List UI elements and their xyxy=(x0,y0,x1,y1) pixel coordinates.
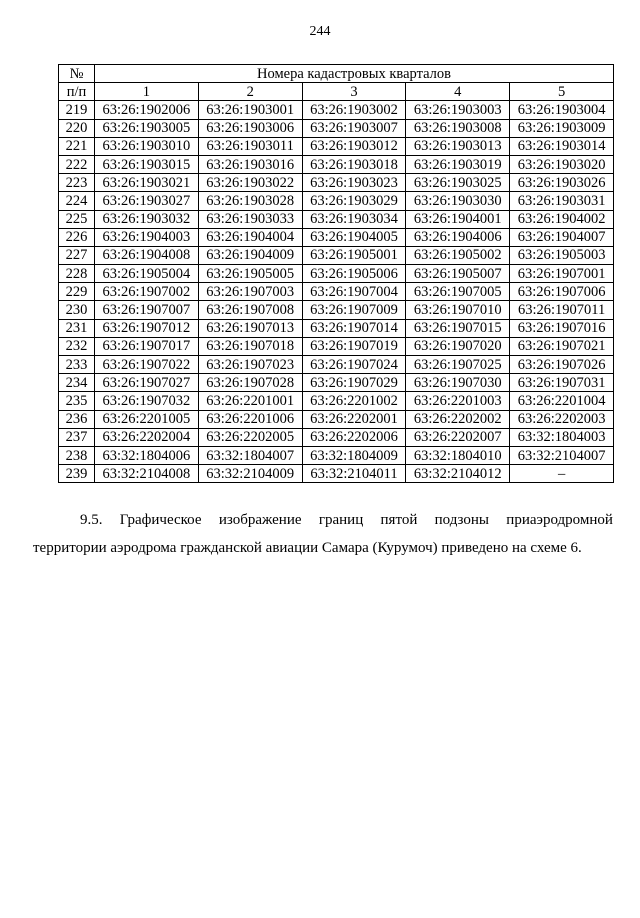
cadastral-number-cell: 63:26:1903011 xyxy=(198,137,302,155)
cadastral-number-cell: 63:26:1903005 xyxy=(95,119,199,137)
cadastral-number-cell: 63:26:1904002 xyxy=(510,210,614,228)
cadastral-number-cell: 63:32:2104012 xyxy=(406,465,510,483)
cadastral-number-cell: 63:26:1903007 xyxy=(302,119,406,137)
cadastral-number-cell: 63:26:1904006 xyxy=(406,228,510,246)
table-row xyxy=(59,319,614,337)
cadastral-number-cell: 63:26:2201006 xyxy=(198,410,302,428)
table-row xyxy=(59,446,614,464)
cadastral-number-cell: 63:26:1907008 xyxy=(198,301,302,319)
row-number: 221 xyxy=(59,137,95,155)
paragraph-word: Графическое xyxy=(119,512,202,528)
table-row xyxy=(59,155,614,173)
cadastral-number-cell: 63:26:1903016 xyxy=(198,155,302,173)
row-number: 227 xyxy=(59,246,95,264)
paragraph-word: изображение xyxy=(218,512,302,528)
cadastral-number-cell: 63:26:1907017 xyxy=(95,337,199,355)
table-row xyxy=(59,392,614,410)
paragraph-line-1 xyxy=(58,510,613,530)
row-number: 225 xyxy=(59,210,95,228)
cadastral-number-cell: 63:26:1907020 xyxy=(406,337,510,355)
page-number: 244 xyxy=(309,24,331,39)
table-row xyxy=(59,210,614,228)
table-row xyxy=(59,283,614,301)
cadastral-number-cell: 63:26:1907026 xyxy=(510,356,614,374)
table-row xyxy=(59,356,614,374)
cadastral-number-cell: 63:26:1907011 xyxy=(510,301,614,319)
table-row xyxy=(59,410,614,428)
table-row xyxy=(59,101,614,119)
cadastral-number-cell: 63:32:1804010 xyxy=(406,446,510,464)
cadastral-number-cell: 63:32:2104009 xyxy=(198,465,302,483)
cadastral-number-cell: 63:26:1905007 xyxy=(406,265,510,283)
cadastral-number-cell: 63:26:1903008 xyxy=(406,119,510,137)
table-row xyxy=(59,174,614,192)
cadastral-number-cell: 63:26:2202006 xyxy=(302,428,406,446)
cadastral-number-cell: 63:26:2202007 xyxy=(406,428,510,446)
cadastral-number-cell: 63:26:1907009 xyxy=(302,301,406,319)
cadastral-number-cell: 63:26:1903023 xyxy=(302,174,406,192)
cadastral-number-cell: 63:26:1903021 xyxy=(95,174,199,192)
column-number: 3 xyxy=(302,83,406,101)
cadastral-number-cell: 63:26:1907027 xyxy=(95,374,199,392)
cadastral-number-cell: 63:26:1907022 xyxy=(95,356,199,374)
paragraph-word: приаэродромной xyxy=(506,512,613,528)
table-row xyxy=(59,119,614,137)
cadastral-number-cell: 63:26:1903031 xyxy=(510,192,614,210)
row-number: 222 xyxy=(59,155,95,173)
cadastral-number-cell: – xyxy=(510,465,614,483)
cadastral-number-cell: 63:26:1904008 xyxy=(95,246,199,264)
cadastral-number-cell: 63:26:1907014 xyxy=(302,319,406,337)
row-number: 234 xyxy=(59,374,95,392)
cadastral-number-cell: 63:26:1903030 xyxy=(406,192,510,210)
paragraph-word: 9.5. xyxy=(80,512,103,528)
cadastral-number-cell: 63:26:1903026 xyxy=(510,174,614,192)
cadastral-number-cell: 63:26:2202004 xyxy=(95,428,199,446)
cadastral-number-cell: 63:26:1907004 xyxy=(302,283,406,301)
cadastral-number-cell: 63:26:1907025 xyxy=(406,356,510,374)
cadastral-number-cell: 63:26:1903014 xyxy=(510,137,614,155)
cadastral-number-cell: 63:26:1907006 xyxy=(510,283,614,301)
row-number: 228 xyxy=(59,265,95,283)
cadastral-number-cell: 63:26:1903018 xyxy=(302,155,406,173)
cadastral-number-cell: 63:26:1907024 xyxy=(302,356,406,374)
cadastral-number-cell: 63:26:1907001 xyxy=(510,265,614,283)
cadastral-number-cell: 63:26:1907013 xyxy=(198,319,302,337)
cadastral-number-cell: 63:26:1904004 xyxy=(198,228,302,246)
cadastral-number-cell: 63:26:1907023 xyxy=(198,356,302,374)
cadastral-number-cell: 63:26:2202001 xyxy=(302,410,406,428)
cadastral-number-cell: 63:26:1903033 xyxy=(198,210,302,228)
cadastral-number-cell: 63:26:1905005 xyxy=(198,265,302,283)
cadastral-number-cell: 63:26:1907029 xyxy=(302,374,406,392)
cadastral-number-cell: 63:26:2202003 xyxy=(510,410,614,428)
cadastral-number-cell: 63:26:1904007 xyxy=(510,228,614,246)
row-number: 233 xyxy=(59,356,95,374)
cadastral-number-cell: 63:26:1903002 xyxy=(302,101,406,119)
cadastral-number-cell: 63:26:1907018 xyxy=(198,337,302,355)
cadastral-number-cell: 63:26:1903027 xyxy=(95,192,199,210)
cadastral-number-cell: 63:26:1903006 xyxy=(198,119,302,137)
row-number: 238 xyxy=(59,446,95,464)
header-group-title: Номера кадастровых кварталов xyxy=(95,65,614,83)
table-body xyxy=(59,101,614,483)
cadastral-number-cell: 63:26:1907002 xyxy=(95,283,199,301)
cadastral-number-cell: 63:26:1907019 xyxy=(302,337,406,355)
cadastral-number-cell: 63:26:1905002 xyxy=(406,246,510,264)
header-no-top: № xyxy=(59,65,95,83)
cadastral-number-cell: 63:26:1905006 xyxy=(302,265,406,283)
cadastral-number-cell: 63:32:2104007 xyxy=(510,446,614,464)
cadastral-number-cell: 63:26:1904003 xyxy=(95,228,199,246)
row-number: 224 xyxy=(59,192,95,210)
cadastral-number-cell: 63:26:1907012 xyxy=(95,319,199,337)
table-row xyxy=(59,265,614,283)
column-number: 1 xyxy=(95,83,199,101)
row-number: 232 xyxy=(59,337,95,355)
table-row xyxy=(59,465,614,483)
cadastral-number-cell: 63:26:1903025 xyxy=(406,174,510,192)
table-row xyxy=(59,192,614,210)
cadastral-number-cell: 63:26:1903010 xyxy=(95,137,199,155)
cadastral-number-cell: 63:26:1903019 xyxy=(406,155,510,173)
cadastral-number-cell: 63:26:1903015 xyxy=(95,155,199,173)
cadastral-number-cell: 63:26:1903004 xyxy=(510,101,614,119)
cadastral-number-cell: 63:26:2201005 xyxy=(95,410,199,428)
paragraph-word: подзоны xyxy=(434,512,489,528)
row-number: 235 xyxy=(59,392,95,410)
column-number: 2 xyxy=(198,83,302,101)
cadastral-number-cell: 63:26:2202002 xyxy=(406,410,510,428)
cadastral-number-cell: 63:26:1903028 xyxy=(198,192,302,210)
row-number: 230 xyxy=(59,301,95,319)
table-header-row xyxy=(59,65,614,83)
cadastral-number-cell: 63:26:2201001 xyxy=(198,392,302,410)
cadastral-number-cell: 63:26:1904009 xyxy=(198,246,302,264)
cadastral-number-cell: 63:26:1907015 xyxy=(406,319,510,337)
cadastral-number-cell: 63:26:1903013 xyxy=(406,137,510,155)
cadastral-number-cell: 63:32:2104008 xyxy=(95,465,199,483)
cadastral-number-cell: 63:32:1804006 xyxy=(95,446,199,464)
header-no-bottom: п/п xyxy=(59,83,95,101)
cadastral-number-cell: 63:26:1907031 xyxy=(510,374,614,392)
table-row xyxy=(59,301,614,319)
cadastral-number-cell: 63:26:2201004 xyxy=(510,392,614,410)
table-row xyxy=(59,374,614,392)
column-number: 4 xyxy=(406,83,510,101)
cadastral-number-cell: 63:26:1907032 xyxy=(95,392,199,410)
row-number: 239 xyxy=(59,465,95,483)
table-row xyxy=(59,228,614,246)
cadastral-number-cell: 63:26:1904001 xyxy=(406,210,510,228)
row-number: 219 xyxy=(59,101,95,119)
row-number: 223 xyxy=(59,174,95,192)
cadastral-number-cell: 63:32:1804003 xyxy=(510,428,614,446)
cadastral-number-cell: 63:26:1902006 xyxy=(95,101,199,119)
cadastral-number-cell: 63:26:1907003 xyxy=(198,283,302,301)
cadastral-number-cell: 63:26:2202005 xyxy=(198,428,302,446)
cadastral-number-cell: 63:26:1903012 xyxy=(302,137,406,155)
paragraph-line-2: территории аэродрома гражданской авиации Самара (Курумоч) приведено на схеме 6. xyxy=(33,540,582,556)
cadastral-number-cell: 63:26:1903029 xyxy=(302,192,406,210)
cadastral-number-cell: 63:26:1903022 xyxy=(198,174,302,192)
cadastral-number-cell: 63:26:2201002 xyxy=(302,392,406,410)
row-number: 229 xyxy=(59,283,95,301)
cadastral-number-cell: 63:26:1903020 xyxy=(510,155,614,173)
cadastral-number-cell: 63:26:1903001 xyxy=(198,101,302,119)
table-row xyxy=(59,246,614,264)
cadastral-table xyxy=(58,64,614,483)
row-number: 220 xyxy=(59,119,95,137)
cadastral-number-cell: 63:26:1907028 xyxy=(198,374,302,392)
row-number: 237 xyxy=(59,428,95,446)
cadastral-number-cell: 63:26:1907021 xyxy=(510,337,614,355)
table-column-numbers-row xyxy=(59,83,614,101)
paragraph-word: границ xyxy=(318,512,364,528)
cadastral-number-cell: 63:26:1904005 xyxy=(302,228,406,246)
cadastral-number-cell: 63:26:1903009 xyxy=(510,119,614,137)
column-number: 5 xyxy=(510,83,614,101)
paragraph-word: пятой xyxy=(380,512,418,528)
cadastral-number-cell: 63:26:1905001 xyxy=(302,246,406,264)
row-number: 231 xyxy=(59,319,95,337)
table-row xyxy=(59,137,614,155)
cadastral-number-cell: 63:26:1907005 xyxy=(406,283,510,301)
cadastral-number-cell: 63:26:1903032 xyxy=(95,210,199,228)
table-row xyxy=(59,428,614,446)
cadastral-number-cell: 63:26:1903003 xyxy=(406,101,510,119)
cadastral-number-cell: 63:26:1907016 xyxy=(510,319,614,337)
cadastral-number-cell: 63:26:1907030 xyxy=(406,374,510,392)
cadastral-number-cell: 63:26:1903034 xyxy=(302,210,406,228)
cadastral-number-cell: 63:32:2104011 xyxy=(302,465,406,483)
cadastral-number-cell: 63:26:1905003 xyxy=(510,246,614,264)
cadastral-number-cell: 63:26:1905004 xyxy=(95,265,199,283)
table-row xyxy=(59,337,614,355)
row-number: 236 xyxy=(59,410,95,428)
cadastral-number-cell: 63:26:2201003 xyxy=(406,392,510,410)
cadastral-number-cell: 63:26:1907007 xyxy=(95,301,199,319)
cadastral-number-cell: 63:32:1804009 xyxy=(302,446,406,464)
cadastral-number-cell: 63:26:1907010 xyxy=(406,301,510,319)
cadastral-number-cell: 63:32:1804007 xyxy=(198,446,302,464)
row-number: 226 xyxy=(59,228,95,246)
